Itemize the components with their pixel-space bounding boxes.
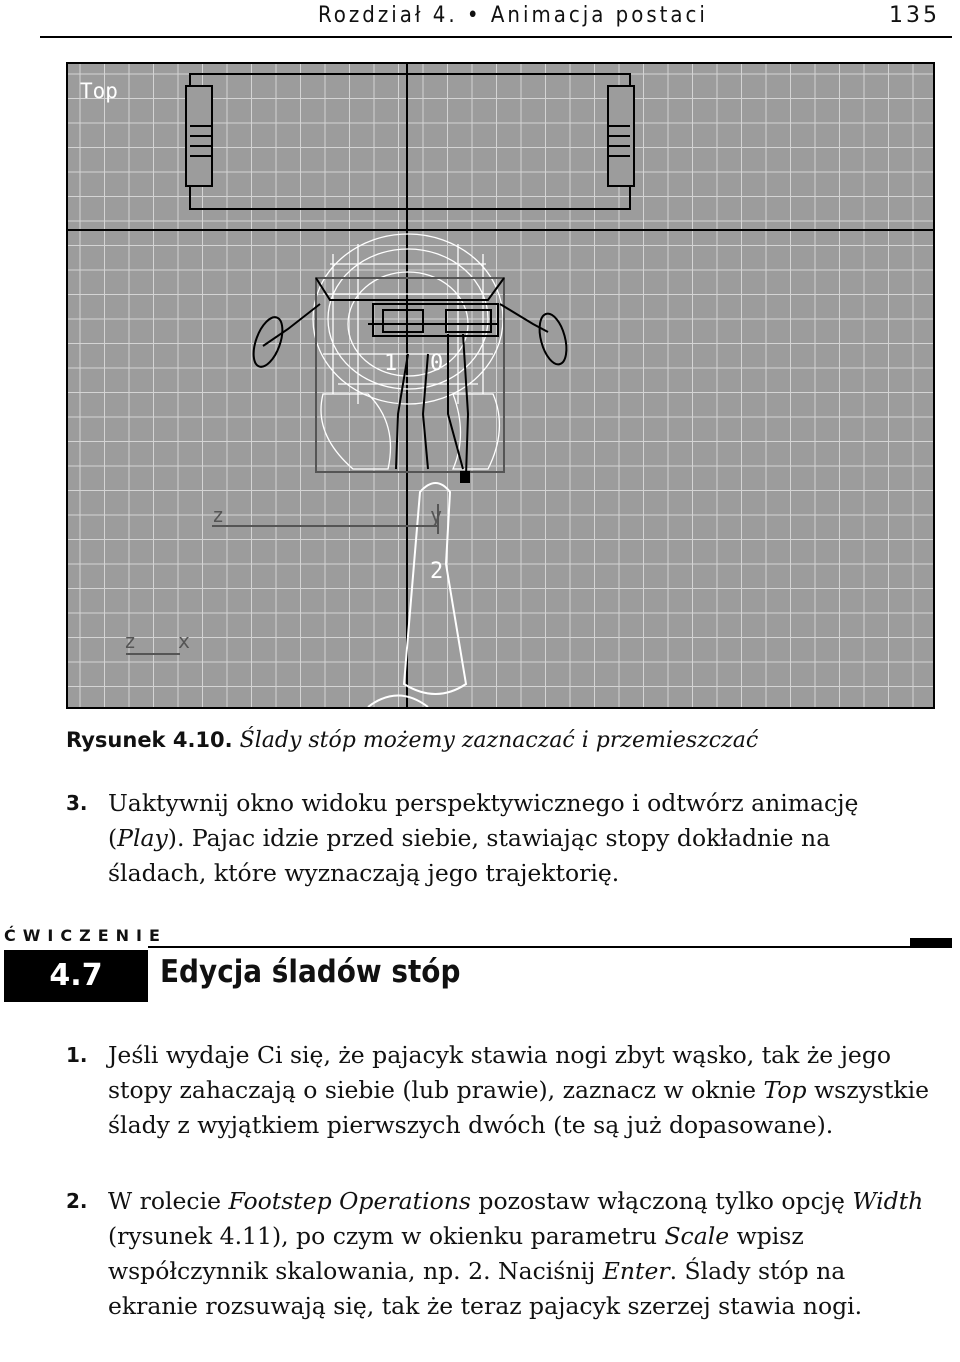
exercise-rule bbox=[148, 946, 952, 948]
step-3 bbox=[66, 786, 936, 891]
viewport-canvas bbox=[68, 64, 933, 707]
term-top: Top bbox=[763, 1076, 807, 1104]
footstep-label-0: 0 bbox=[430, 351, 444, 376]
exercise-number: 4.7 bbox=[4, 950, 148, 1002]
axis-label-y-upper: y bbox=[430, 503, 443, 527]
term-play: Play bbox=[117, 824, 168, 852]
term-enter: Enter bbox=[602, 1257, 670, 1285]
step-number: 2. bbox=[66, 1189, 88, 1213]
axis-label-x-lower: x bbox=[178, 629, 191, 653]
step-text: W rolecie Footstep Operations pozostaw włączoną tylko opcję Width (rysunek 4.11), po czym w okienku parametru Scale wpisz współczynnik skalowania, np. 2. Naciśnij Enter. Ślady stóp na ekranie rozsuwają się, tak że teraz pajacyk szerzej stawia nogi. bbox=[108, 1187, 924, 1320]
footstep-label-2: 2 bbox=[430, 559, 444, 584]
chapter-title: Rozdział 4. • Animacja postaci bbox=[318, 3, 708, 28]
term-footstep-operations: Footstep Operations bbox=[228, 1187, 471, 1215]
viewport-label: Top bbox=[80, 79, 118, 103]
step-text: Jeśli wydaje Ci się, że pajacyk stawia nogi zbyt wąsko, tak że jego stopy zahaczają o siebie (lub prawie), zaznacz w oknie Top wszystkie ślady z wyjątkiem pierwszych dwóch (te są już dopasowane). bbox=[108, 1041, 930, 1139]
footstep-label-1: 1 bbox=[384, 351, 398, 376]
running-head bbox=[40, 0, 952, 38]
step-number: 3. bbox=[66, 791, 88, 815]
term-scale: Scale bbox=[664, 1222, 730, 1250]
caption-label: Rysunek 4.10. bbox=[66, 728, 233, 752]
step-number: 1. bbox=[66, 1043, 88, 1067]
exercise-rule-block bbox=[910, 938, 952, 948]
exercise-label: ĆWICZENIE bbox=[4, 926, 167, 945]
page-number: 135 bbox=[889, 3, 940, 28]
axis-label-z-lower: z bbox=[124, 629, 137, 653]
exercise-step-1 bbox=[66, 1038, 936, 1143]
term-width: Width bbox=[852, 1187, 924, 1215]
exercise-step-2 bbox=[66, 1184, 936, 1324]
step-text: Uaktywnij okno widoku perspektywicznego i odtwórz animację (Play). Pajac idzie przed siebie, stawiając stopy dokładnie na śladach, które wyznaczają jego trajektorię. bbox=[108, 789, 859, 887]
figure-top-viewport bbox=[66, 62, 935, 709]
axis-label-z-upper: z bbox=[212, 503, 225, 527]
exercise-title: Edycja śladów stóp bbox=[160, 954, 461, 990]
caption-text: Ślady stóp możemy zaznaczać i przemieszczać bbox=[239, 728, 759, 753]
figure-caption bbox=[66, 728, 758, 753]
